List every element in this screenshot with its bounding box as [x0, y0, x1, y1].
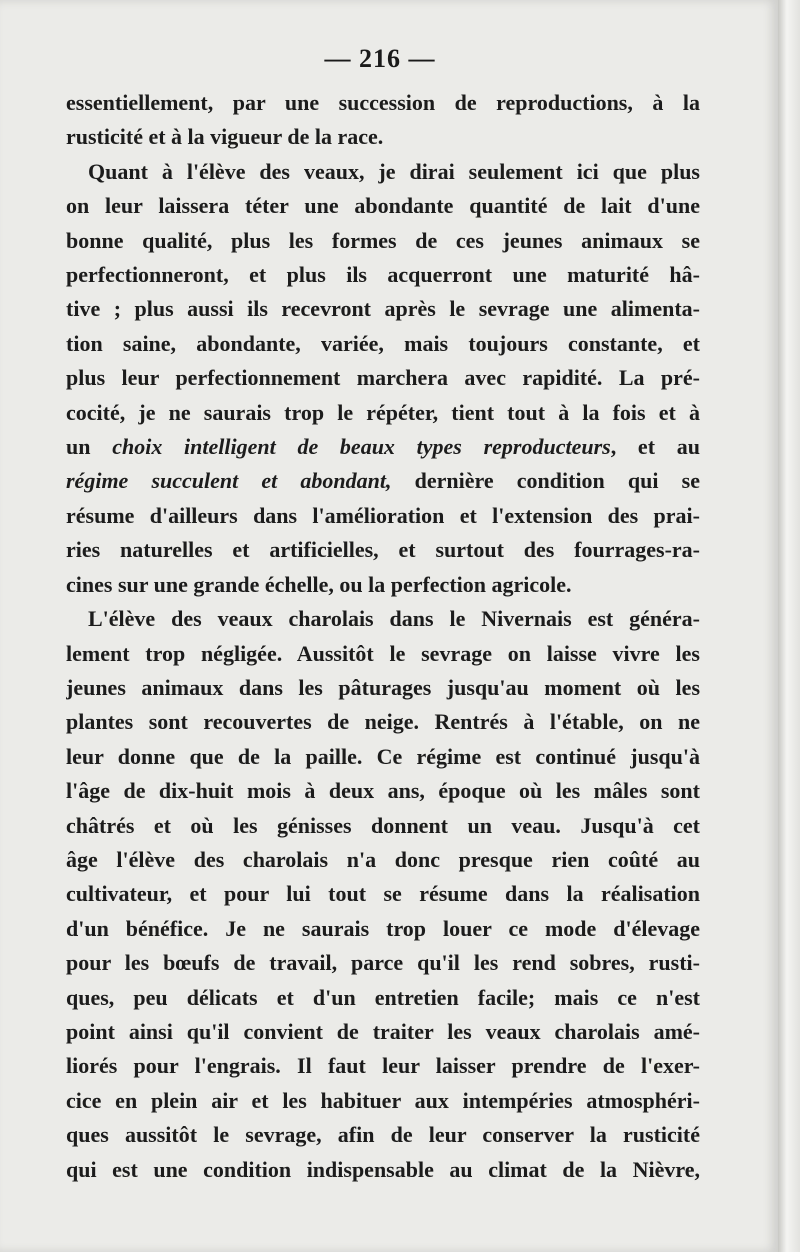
text-line: cice en plein air et les habituer aux intempéries atmosphéri-: [66, 1087, 700, 1113]
text-line: d'un bénéfice. Je ne saurais trop louer ce mode d'élevage: [66, 915, 700, 941]
text-line: résume d'ailleurs dans l'amélioration et l'extension des prai-: [66, 502, 700, 528]
italic-run: régime succulent et abondant,: [66, 468, 392, 494]
text-line: l'âge de dix-huit mois à deux ans, époque où les mâles sont: [66, 778, 700, 804]
text-line: [66, 464, 700, 498]
text-line: lement trop négligée. Aussitôt le sevrage on laisse vivre les: [66, 640, 700, 666]
text-line: essentiellement, par une succession de reproductions, à la: [66, 90, 700, 115]
text-line: [66, 430, 700, 464]
text-line: Quant à l'élève des veaux, je dirai seulement ici que plus: [88, 158, 700, 184]
text-line: point ainsi qu'il convient de traiter les veaux charolais amé-: [66, 1018, 700, 1044]
text-line: cultivateur, et pour lui tout se résume dans la réalisation: [66, 881, 700, 907]
text-line: bonne qualité, plus les formes de ces jeunes animaux se: [66, 227, 700, 253]
text-line: on leur laissera téter une abondante quantité de lait d'une: [66, 193, 700, 219]
text-line: cocité, je ne saurais trop le répéter, tient tout à la fois et à: [66, 399, 700, 425]
text-line: âge l'élève des charolais n'a donc presque rien coûté au: [66, 846, 700, 872]
text-run: dernière condition qui se: [391, 468, 700, 494]
text-line: ries naturelles et artificielles, et surtout des fourrages-ra-: [66, 537, 700, 563]
italic-run: choix intelligent de beaux types reproducteurs: [112, 434, 611, 460]
text-line: tion saine, abondante, variée, mais toujours constante, et: [66, 330, 700, 356]
text-run: , et au: [610, 434, 700, 460]
text-line: rusticité et à la vigueur de la race.: [66, 124, 384, 150]
text-line: leur donne que de la paille. Ce régime est continué jusqu'à: [66, 743, 700, 769]
text-line: châtrés et où les génisses donnent un veau. Jusqu'à cet: [66, 812, 700, 838]
text-line: L'élève des veaux charolais dans le Nivernais est généra-: [88, 606, 700, 632]
text-line: perfectionneront, et plus ils acquerront une maturité hâ-: [66, 262, 700, 288]
text-run: un: [66, 434, 113, 460]
page-number: — 216 —: [324, 44, 436, 73]
text-line: ques, peu délicats et d'un entretien facile; mais ce n'est: [66, 984, 700, 1010]
body-text: [66, 86, 700, 1187]
text-line: plus leur perfectionnement marchera avec rapidité. La pré-: [66, 365, 700, 391]
text-line: pour les bœufs de travail, parce qu'il les rend sobres, rusti-: [66, 950, 700, 976]
page-edge: [778, 0, 800, 1252]
text-line: qui est une condition indispensable au climat de la Nièvre,: [66, 1156, 700, 1182]
text-line: cines sur une grande échelle, ou la perfection agricole.: [66, 571, 572, 597]
text-line: tive ; plus aussi ils recevront après le sevrage une alimenta-: [66, 296, 700, 322]
text-line: liorés pour l'engrais. Il faut leur laisser prendre de l'exer-: [66, 1053, 700, 1079]
text-line: jeunes animaux dans les pâturages jusqu'au moment où les: [66, 674, 700, 700]
text-line: ques aussitôt le sevrage, afin de leur conserver la rusticité: [66, 1122, 700, 1148]
text-line: plantes sont recouvertes de neige. Rentrés à l'étable, on ne: [66, 709, 700, 735]
